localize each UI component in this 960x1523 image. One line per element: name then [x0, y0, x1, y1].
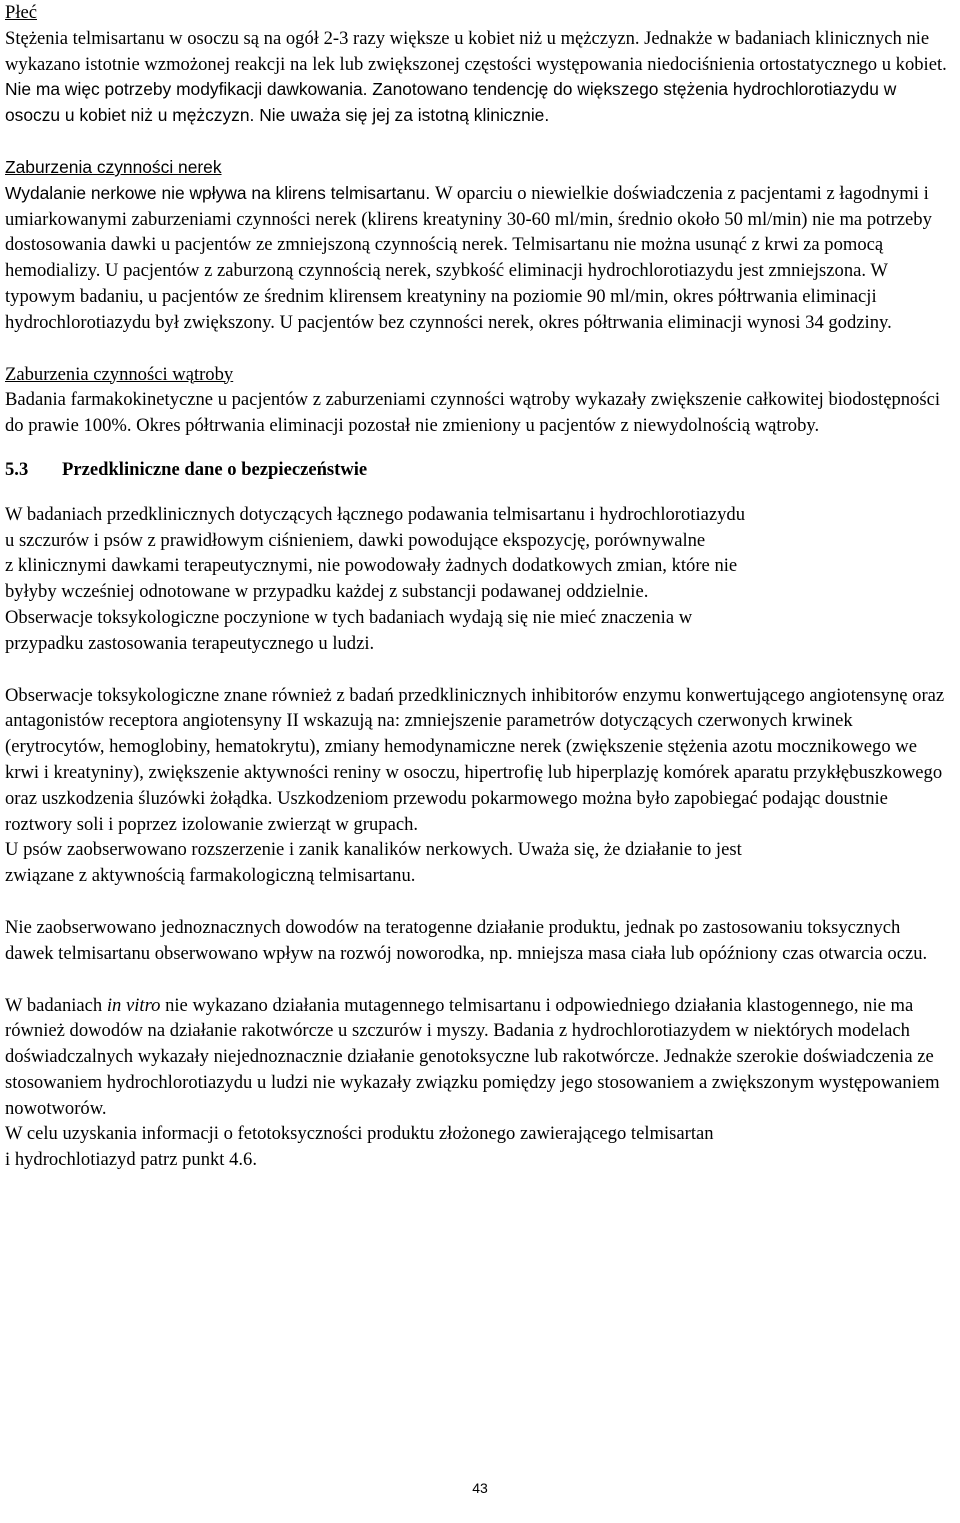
section-heading	[5, 457, 952, 483]
paragraph-1-line: u szczurów i psów z prawidłowym ciśnieniem, dawki powodujące ekspozycję, porównywalne	[5, 529, 706, 551]
gender-paragraph	[5, 26, 952, 129]
paragraph-2: Obserwacje toksykologiczne znane również z badań przedklinicznych inhibitorów enzymu konwertującego angiotensynę oraz antagonistów receptora angiotensyny II wskazują na: zmniejszenie parametrów dotyczących czerwonych krwinek (erytrocytów, hemoglobiny, hematokrytu), zmiany hemodynamiczne nerek (zwiększenie stężenia azotu mocznikowego we krwi i kreatyniny), zwiększenie aktywności reniny w osoczu, hipertrofię lub hiperplazję komórek aparatu przykłębuszkowego oraz uszkodzenia śluzówki żołądka. Uszkodzeniom przewodu pokarmowego można było zapobiegać podając doustnie roztwory soli i poprzez izolowanie zwierząt w grupach.	[5, 684, 945, 835]
paragraph-4	[5, 993, 952, 1122]
renal-text-serif: W oparciu o niewielkie doświadczenia z pacjentami z łagodnymi i umiarkowanymi zaburzeniami czynności nerek (klirens kreatyniny 30-60 ml/min, średnio około 50 ml/min) nie ma potrzeby dostosowania dawki u pacjentów ze zmniejszoną czynnością nerek. Telmisartanu nie można usunąć z krwi za pomocą hemodializy. U pacjentów z zaburzoną czynnością nerek, szybkość eliminacji hydrochlorotiazydu jest zmniejszona. W typowym badaniu, u pacjentów ze średnim klirensem kreatyniny na poziomie 90 ml/min, okres półtrwania eliminacji hydrochlorotiazydu był zwiększony. U pacjentów bez czynności nerek, okres półtrwania eliminacji wynosi 34 godziny.	[5, 182, 932, 333]
paragraph-5-line: i hydrochlotiazyd patrz punkt 4.6.	[5, 1149, 257, 1171]
paragraph-4-end: nie wykazano działania mutagennego telmisartanu i odpowiedniego działania klastogennego, nie ma również dowodów na działanie rakotwórcze u szczurów i myszy. Badania z hydrochlorotiazydem w niektórych modelach doświadczalnych wykazały niejednoznacznie działanie genotoksyczne lub rakotwórcze. Jednakże szerokie doświadczenia ze stosowaniem hydrochlorotiazydu u ludzi nie wykazały związku pomiędzy jego stosowaniem a zwiększonym występowaniem nowotworów.	[5, 994, 940, 1119]
paragraph-2-line: związane z aktywnością farmakologiczną telmisartanu.	[5, 865, 416, 887]
hepatic-paragraph: Badania farmakokinetyczne u pacjentów z zaburzeniami czynności wątroby wykazały zwiększenie całkowitej biodostępności do prawie 100%. Okres półtrwania eliminacji pozostał nie zmieniony u pacjentów z niewydolnością wątroby.	[5, 389, 940, 437]
renal-paragraph	[5, 181, 952, 336]
hepatic-heading: Zaburzenia czynności wątroby	[5, 363, 234, 385]
renal-text-sans: Wydalanie nerkowe nie wpływa na klirens telmisartanu.	[5, 182, 435, 203]
section-number: 5.3	[5, 458, 29, 480]
gender-text-sans: Nie ma więc potrzeby modyfikacji dawkowania. Zanotowano tendencję do większego stężenia hydrochlorotiazydu w osoczu u kobiet niż u mężczyzn. Nie uważa się jej za istotną klinicznie.	[5, 79, 897, 126]
paragraph-5-line: W celu uzyskania informacji o fetotoksyczności produktu złożonego zawierającego telmisartan	[5, 1123, 714, 1145]
paragraph-2-line: U psów zaobserwowano rozszerzenie i zanik kanalików nerkowych. Uważa się, że działanie to jest	[5, 839, 742, 861]
gender-heading: Płeć	[5, 2, 38, 23]
paragraph-1-line: W badaniach przedklinicznych dotyczących łącznego podawania telmisartanu i hydrochlorotiazydu	[5, 503, 746, 525]
paragraph-1-line: przypadku zastosowania terapeutycznego u ludzi.	[5, 632, 375, 654]
paragraph-1-line: z klinicznymi dawkami terapeutycznymi, nie powodowały żadnych dodatkowych zmian, które nie	[5, 555, 738, 577]
paragraph-4-italic: in vitro	[106, 994, 161, 1016]
page-number: 43	[472, 1480, 488, 1496]
paragraph-1-line: byłyby wcześniej odnotowane w przypadku każdej z substancji podawanej oddzielnie.	[5, 581, 649, 603]
paragraph-2-continuation	[5, 837, 952, 889]
section-title: Przedkliniczne dane o bezpieczeństwie	[62, 458, 368, 480]
paragraph-1	[5, 502, 952, 657]
renal-heading: Zaburzenia czynności nerek	[5, 156, 222, 177]
paragraph-5	[5, 1121, 952, 1173]
paragraph-3: Nie zaobserwowano jednoznacznych dowodów na teratogenne działanie produktu, jednak po zastosowaniu toksycznych dawek telmisartanu obserwowano wpływ na rozwój noworodka, np. mniejsza masa ciała lub opóźniony czas otwarcia oczu.	[5, 916, 928, 964]
gender-text-serif: Stężenia telmisartanu w osoczu są na ogół 2-3 razy większe u kobiet niż u mężczyzn. Jednakże w badaniach klinicznych nie wykazano istotnie wzmożonej reakcji na lek lub zwiększonej częstości występowania niedociśnienia ortostatycznego u kobiet.	[5, 27, 947, 75]
paragraph-1-line: Obserwacje toksykologiczne poczynione w tych badaniach wydają się nie mieć znaczenia w	[5, 606, 693, 628]
paragraph-4-start: W badaniach	[5, 994, 107, 1016]
